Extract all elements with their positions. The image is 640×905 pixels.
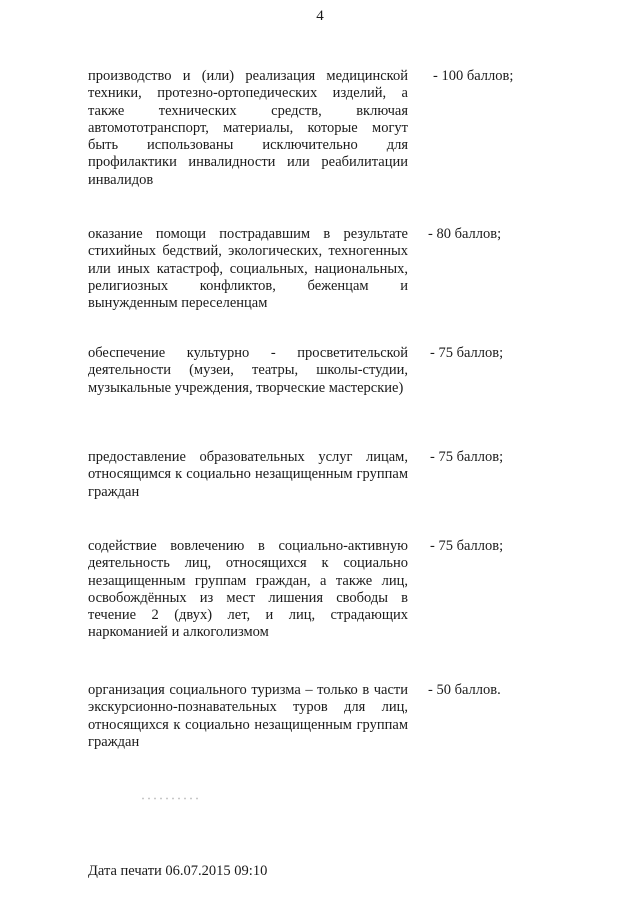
entry-education-services-score: - 75 баллов;	[430, 449, 504, 465]
entry-social-tourism-score: - 50 баллов.	[428, 682, 501, 698]
entry-medical-equipment-text: производство и (или) реализация медицинской техники, протезно-ортопедических изделий, а также технических средств, включая автомототранспорт, материалы, которые могут быть использованы исключительно для профилактики инвалидности или реабилитации инвалидов	[88, 68, 408, 188]
entry-disaster-help-text: оказание помощи пострадавшим в результате стихийных бедствий, экологических, техногенных или иных катастроф, социальных, национальных, религиозных конфликтов, беженцам и вынужденным переселенцам	[88, 226, 408, 312]
entry-social-tourism-text: организация социального туризма – только в части экскурсионно-познавательных туров для лиц, относящихся к социально незащищенным группам граждан	[88, 682, 408, 750]
entry-social-involvement-text: содействие вовлечению в социально-активную деятельность лиц, относящихся к социально незащищенным группам граждан, а также лиц, освобождённых из мест лишения свободы в течение 2 (двух) лет, и лиц, страдающих наркоманией и алкоголизмом	[88, 538, 408, 641]
entry-disaster-help-score: - 80 баллов;	[428, 226, 502, 242]
entry-cultural-activity-score: - 75 баллов;	[430, 345, 504, 361]
scan-artifact	[140, 797, 200, 800]
print-date-footer: Дата печати 06.07.2015 09:10	[88, 863, 268, 879]
entry-education-services-text: предоставление образовательных услуг лицам, относящимся к социально незащищенным группам граждан	[88, 449, 408, 500]
page-number: 4	[316, 8, 324, 24]
entry-social-involvement-score: - 75 баллов;	[430, 538, 504, 554]
entry-cultural-activity-text: обеспечение культурно - просветительской деятельности (музеи, театры, школы-студии, музыкальные учреждения, творческие мастерские)	[88, 345, 408, 396]
entry-medical-equipment-score: - 100 баллов;	[433, 68, 514, 84]
